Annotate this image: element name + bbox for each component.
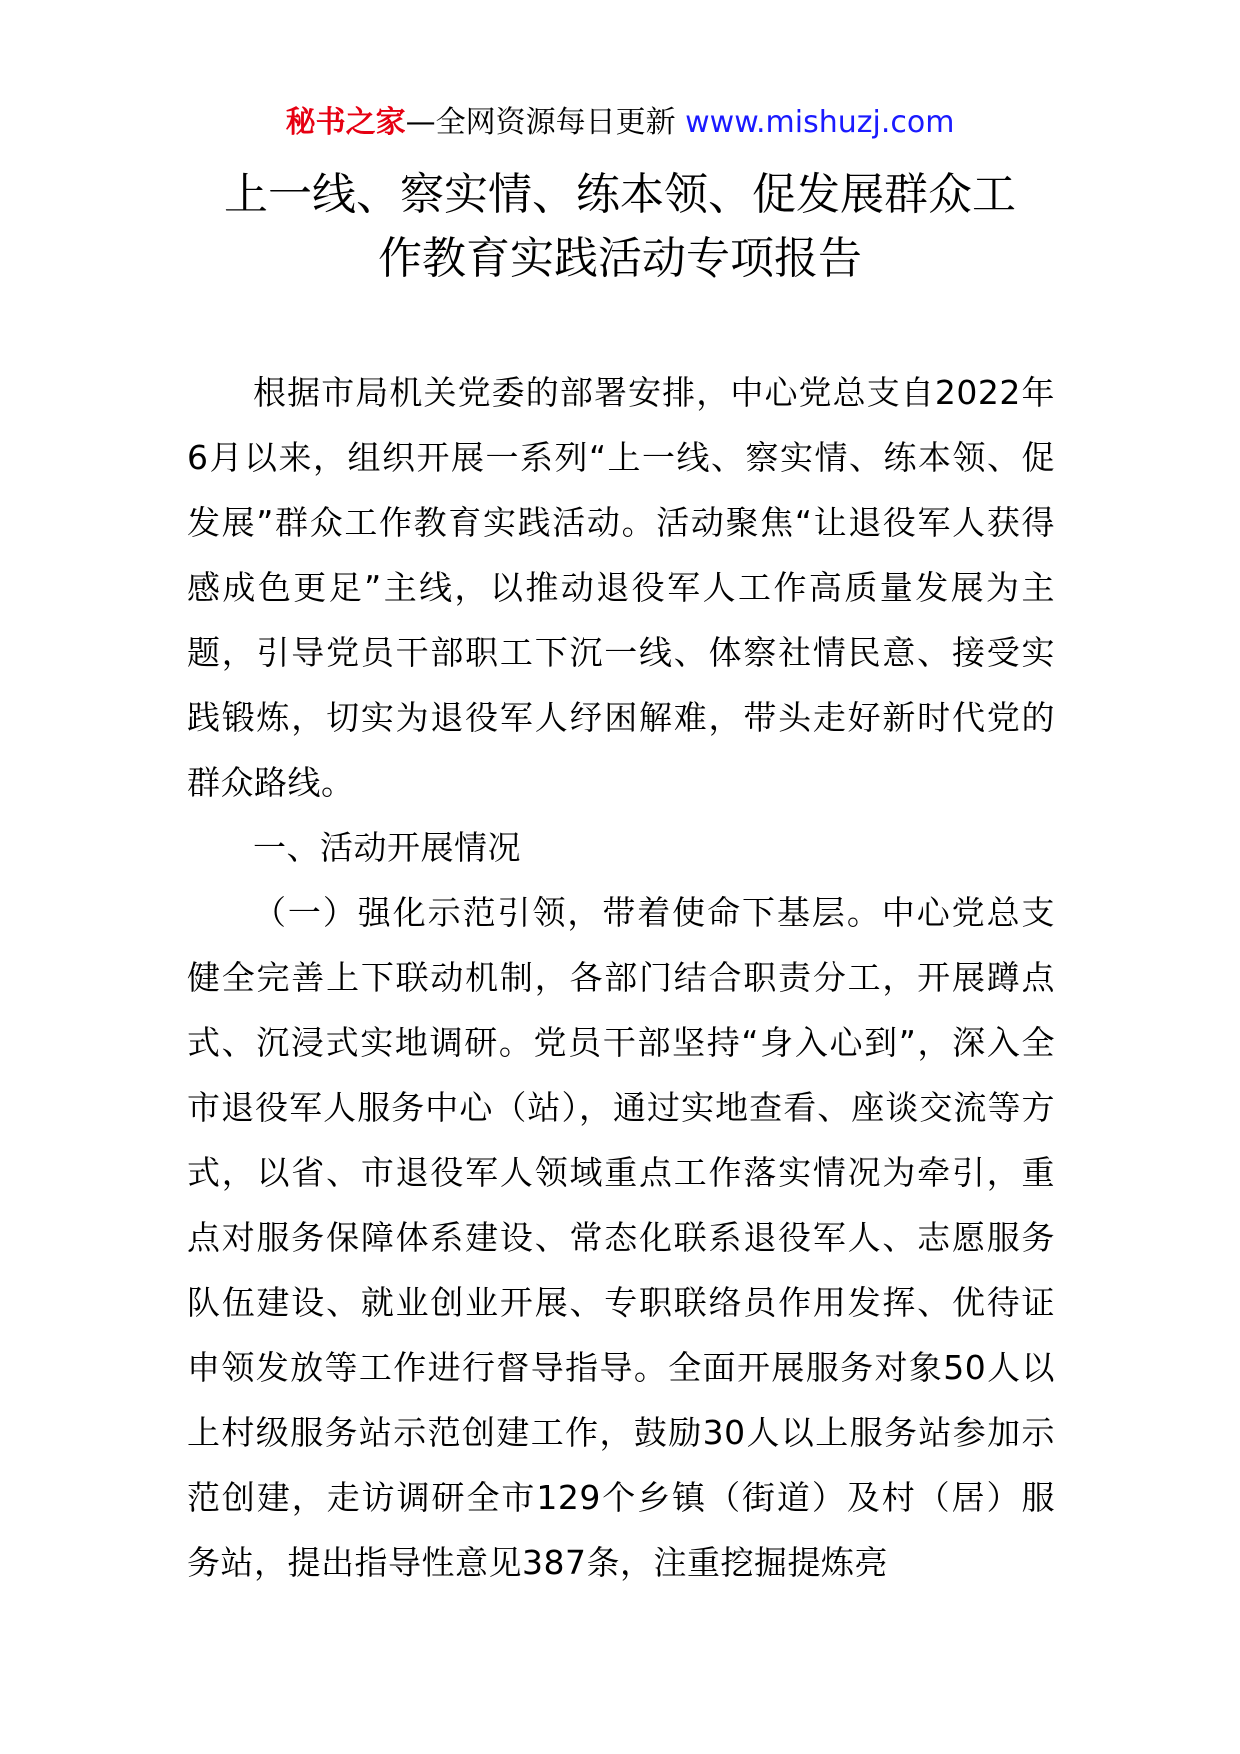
banner-tagline: —全网资源每日更新 xyxy=(405,105,686,140)
document-body xyxy=(187,360,1055,1595)
section-paragraph: （一）强化示范引领，带着使命下基层。中心党总支健全完善上下联动机制，各部门结合职责分工，开展蹲点式、沉浸式实地调研。党员干部坚持“身入心到”，深入全市退役军人服务中心（站），通过实地查看、座谈交流等方式，以省、市退役军人领域重点工作落实情况为牵引，重点对服务保障体系建设、常态化联系退役军人、志愿服务队伍建设、就业创业开展、专职联络员作用发挥、优待证申领发放等工作进行督导指导。全面开展服务对象50人以上村级服务站示范创建工作，鼓励30人以上服务站参加示范创建，走访调研全市129个乡镇（街道）及村（居）服务站，提出指导性意见387条，注重挖掘提炼亮 xyxy=(187,893,1055,1582)
section-heading: 一、活动开展情况 xyxy=(253,828,521,867)
site-banner xyxy=(0,103,1240,143)
banner-url-link[interactable]: www.mishuzj.com xyxy=(685,105,955,140)
document-title-line-2: 作教育实践活动专项报告 xyxy=(378,233,862,284)
banner-site-name: 秘书之家 xyxy=(285,105,406,140)
document-title xyxy=(150,163,1090,291)
intro-paragraph: 根据市局机关党委的部署安排，中心党总支自2022年6月以来，组织开展一系列“上一线、察实情、练本领、促发展”群众工作教育实践活动。活动聚焦“让退役军人获得感成色更足”主线，以推动退役军人工作高质量发展为主题，引导党员干部职工下沉一线、体察社情民意、接受实践锻炼，切实为退役军人纾困解难，带头走好新时代党的群众路线。 xyxy=(187,373,1055,802)
document-title-line-1: 上一线、察实情、练本领、促发展群众工 xyxy=(224,169,1016,220)
